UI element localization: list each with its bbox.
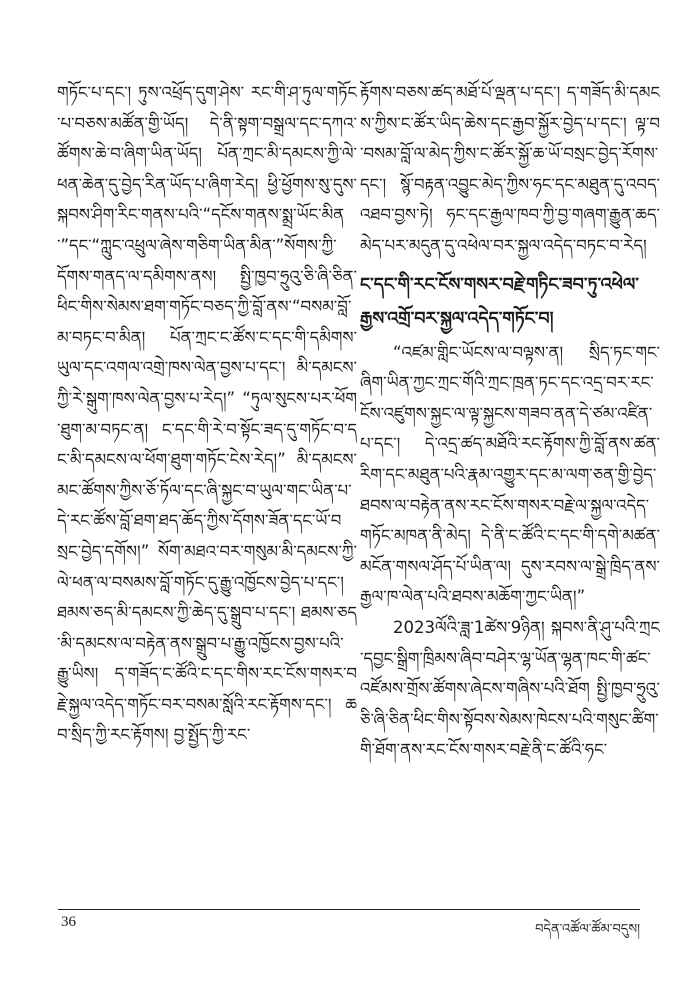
left-column xyxy=(57,78,357,900)
footer-divider xyxy=(58,909,640,910)
section-heading: ང་དང་གི་རང་ངོས་གསར་བརྗེ་གཏིང་ཟབ་ཏུ་འཕེལ་རྒྱས་འགྲོ་བར་སྐྱལ་འདེད་གཏོང་བ། xyxy=(360,274,639,329)
right-column-paragraph-date: 2023ལོའི་ཟླ་1ཚེས་9ཉིན། སྐབས་ནི་ཤུ་པའི་ཀྲང་དབྱང་སྒྲིག་ཁྲིམས་ཞིབ་བཤེར་ལྷ་ཡོན་ལྷན་ཁང་གི་ཚང་འཛོམས་གྲོས་ཚོགས་ཞེངས་གཞིས་པའི་ཐོག སྤྱི་ཁྱབ་ཧྲུའུ་ཅི་ཞི་ཅིན་ཕིང་གིས་སྟོབས་སེམས་ཁེངས་པའི་གསུང་ཚིག་གི་ཐོག་ནས་རང་ངོས་གསར་བརྗེ་ནི་ང་ཚོའི་ཧང་ xyxy=(360,617,660,760)
right-column-text-before-heading: རྟོགས་བཅས་ཚད་མཐོ་པོ་ལྡན་པ་དང་། ད་གཟོད་མི་དམངས་ཀྱིས་ང་ཚོར་ཡིད་ཆེས་དང་རྒྱབ་སྐྱོར་བྱེད་པ་དང་། ལྟ་བ་བསམ་བློ་ལ་མེད་ཀྱིས་ང་ཚོར་སྐྱོ་ཆ་ཡོ་བསྲང་བྱེད་རོགས་དང་། སྙོ་བརྟན་འབྱུང་མེད་ཀྱིས་ཧང་དང་མཐུན་དུ་འབད་འཐབ་བྱས་ཏེ། ཧང་དང་རྒྱལ་ཁབ་ཀྱི་བྱ་གཞག་རྒྱུན་ཆད་མེད་པར་མདུན་དུ་འཕེལ་བར་སྐྱལ་འདེད་བཏང་བ་རེད། xyxy=(360,83,660,255)
running-title: བདེན་འཚོལ་ཚོམ་བདུས། xyxy=(535,922,640,937)
right-column xyxy=(360,78,660,818)
page-number: 36 xyxy=(61,914,76,930)
left-column-text: གཏོང་པ་དང་། ཏུས་འཕྲོད་དུག་ཤེས་ རང་གི་ཤ་ཏུལ་གཏོང་པ་བཅས་མཚོན་གྱི་ཡོད། དེ་ནི་སྟག་བསྒྲལ་དང་དཀའ་ཚོགས་ཆེ་བ་ཞིག་ཡིན་ཡོད། པོན་ཀྲང་མི་དམངས་ཀྱི་ལེ་ཕན་ཆེན་དུ་བྱེད་རིན་ཡོད་པ་ཞིག་རེད། ཕྱི་ཕྱོགས་སུ་དུས་སྐབས་ཤིག་རིང་གནས་པའི་“དངོས་གནས་སྨྲ་ཡོང་མིན་”དང་“ཀླུང་འཕྲུལ་ཞེས་གཅིག་ཡིན་མིན་”སོགས་ཀྱི་དོགས་གནད་ལ་དམིགས་ནས། སྤྱི་ཁྱབ་ཧྲུའུ་ཅི་ཞི་ཅིན་ཕིང་གིས་སེམས་ཐག་གཏོང་བཅད་ཀྱི་བློ་ནས་“བསམ་བློ་མ་བཏང་བ་མིན། པོན་ཀྲང་ང་ཚོས་ང་དང་གི་དམིགས་ཡུལ་དང་འགལ་འགྲེ་ཁས་ལེན་བྱས་པ་དང་། མི་དམངས་ཀྱི་རེ་སྒུག་ཁས་ལེན་བྱས་པ་རེད།” “ཏུལ་སུངས་པར་ཕོག་ཐུག་མ་བཏང་ན། ང་དང་གི་རེ་བ་སྟོང་ཟད་དུ་གཏོང་བ་དང་མི་དམངས་ལ་ཕོག་ཐུག་གཏོང་ངེས་རེད།” མི་དམངས་མང་ཚོགས་ཀྱིས་ཅོ་ཏོལ་དང་ཞི་སྐྱང་བ་ཡུལ་གང་ཡིན་པ་དེ་རང་ཚོས་བློ་ཐག་ཐད་ཆོད་ཀྱིས་དོགས་ཟོན་དང་ཡོ་བསྲང་བྱེད་དགོས།” སོག་མཐའ་བར་གསུམ་མི་དམངས་ཀྱི་ལེ་ཕན་ལ་བསམས་བློ་གཏོང་དུ་རྒྱུ་འཁྱོངས་བྱེད་པ་དང་། ཐམས་ཅད་མི་དམངས་ཀྱི་ཆེད་དུ་སྒྲུབ་པ་དང་། ཐམས་ཅད་མི་དམངས་ལ་བརྟེན་ནས་སྒྲུབ་པ་རྒྱུ་འཁྱོངས་བྱས་པའི་རྒྱུ་ཡིས། ད་གཟོད་ང་ཚོའི་ང་དང་གིས་རང་ངོས་གསར་བརྗེ་སྐྱལ་འདེད་གཏོང་བར་བསམ་སློའི་རང་རྟོགས་དང་། ཆབ་སྲིད་ཀྱི་རང་རྟོགས། བྱ་སྤྱོད་ཀྱི་རང་ xyxy=(57,83,357,745)
right-column-paragraph-quote: “འཛམ་གླིང་ཡོངས་ལ་བལྟས་ན། སྲིད་ཏང་གང་ཞིག་ཡིན་ཀྱང་ཀྲང་གོའི་ཀྲང་ཁྲན་ཏང་དང་འདྲ་བར་རང་ངོས་འཛུགས་སྐྱང་ལ་ལྟ་སྐྱངས་གཟབ་ནན་དེ་ཙམ་འཛིན་པ་དང་། དེ་འདྲ་ཚད་མཐོའི་རང་རྟོགས་ཀྱི་བློ་ནས་ཚན་རིག་དང་མཐུན་པའི་རྣམ་འགྱུར་དང་མ་ལག་ཅན་གྱི་བྱེད་ཐབས་ལ་བརྟེན་ནས་རང་ངོས་གསར་བརྗེ་ལ་སྐྱལ་འདེད་གཏོང་མཁན་ནི་མེད། དེ་ནི་ང་ཚོའི་ང་དང་གི་དགེ་མཚན་མངོན་གསལ་ཤོད་པོ་ཡིན་ལ། དུས་རབས་ལ་སྒྲེ་ཁྲིད་ནས་རྒྱལ་ཁ་ལེན་པའི་ཐབས་མཆོག་ཀྱང་ཡིན།” xyxy=(360,342,660,607)
